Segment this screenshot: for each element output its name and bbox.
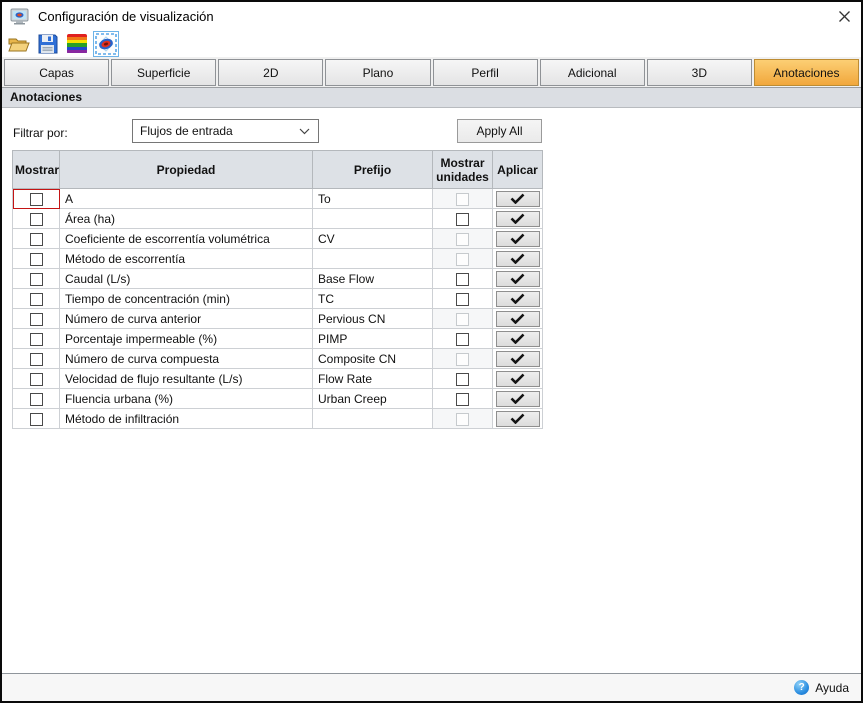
unidades-checkbox[interactable] [456, 373, 469, 386]
aplicar-cell [493, 409, 543, 429]
theme-map-button[interactable] [94, 32, 118, 56]
check-icon [510, 293, 525, 304]
unidades-checkbox [456, 413, 469, 426]
table-row [13, 309, 543, 329]
open-folder-button[interactable] [7, 32, 31, 56]
table-header-row [13, 151, 543, 189]
tab-bar [2, 57, 861, 88]
propiedad-cell: Número de curva anterior [60, 309, 313, 329]
aplicar-cell [493, 329, 543, 349]
check-icon [510, 373, 525, 384]
tab-label: Adicional [567, 65, 617, 80]
tab-label: Perfil [471, 65, 499, 80]
mostrar-cell [13, 209, 60, 229]
color-legend-icon [67, 34, 87, 54]
apply-row-button[interactable] [496, 311, 540, 327]
unidades-cell [433, 389, 493, 409]
header-prefijo: Prefijo [313, 151, 433, 189]
table-row [13, 369, 543, 389]
propiedad-cell: Porcentaje impermeable (%) [60, 329, 313, 349]
apply-row-button[interactable] [496, 231, 540, 247]
help-icon: ? [794, 680, 809, 695]
aplicar-cell [493, 189, 543, 209]
check-icon [510, 253, 525, 264]
save-button[interactable] [36, 32, 60, 56]
tab-label: Plano [362, 65, 394, 80]
prefijo-cell: TC [313, 289, 433, 309]
apply-row-button[interactable] [496, 191, 540, 207]
tab-2d[interactable] [218, 59, 323, 86]
unidades-cell [433, 409, 493, 429]
unidades-checkbox[interactable] [456, 213, 469, 226]
unidades-cell [433, 189, 493, 209]
mostrar-cell [13, 389, 60, 409]
app-monitor-icon [10, 8, 29, 25]
apply-row-button[interactable] [496, 411, 540, 427]
check-icon [510, 193, 525, 204]
close-icon [838, 10, 851, 23]
filter-label: Filtrar por: [13, 126, 68, 140]
unidades-cell [433, 349, 493, 369]
tab-3d[interactable] [647, 59, 752, 86]
aplicar-cell [493, 289, 543, 309]
apply-row-button[interactable] [496, 251, 540, 267]
unidades-checkbox [456, 193, 469, 206]
mostrar-checkbox[interactable] [30, 233, 43, 246]
prefijo-cell [313, 249, 433, 269]
table-row [13, 189, 543, 209]
color-legend-button[interactable] [65, 32, 89, 56]
apply-row-button[interactable] [496, 351, 540, 367]
footer-bar [2, 674, 861, 701]
open-folder-icon [8, 35, 30, 53]
propiedad-cell: Fluencia urbana (%) [60, 389, 313, 409]
apply-row-button[interactable] [496, 291, 540, 307]
propiedad-cell: Método de escorrentía [60, 249, 313, 269]
apply-all-label: Apply All [476, 124, 523, 138]
prefijo-cell [313, 209, 433, 229]
check-icon [510, 393, 525, 404]
unidades-checkbox[interactable] [456, 333, 469, 346]
unidades-checkbox [456, 353, 469, 366]
window-title: Configuración de visualización [38, 8, 214, 24]
theme-map-icon [95, 33, 117, 55]
aplicar-cell [493, 369, 543, 389]
mostrar-cell [13, 349, 60, 369]
mostrar-checkbox[interactable] [30, 333, 43, 346]
table-body [13, 189, 543, 429]
mostrar-checkbox[interactable] [30, 413, 43, 426]
tab-label: Anotaciones [773, 65, 840, 80]
mostrar-checkbox[interactable] [30, 193, 43, 206]
save-icon [38, 34, 58, 54]
prefijo-cell: Urban Creep [313, 389, 433, 409]
table-row [13, 289, 543, 309]
aplicar-cell [493, 389, 543, 409]
aplicar-cell [493, 229, 543, 249]
table-row [13, 229, 543, 249]
tab-label: Superficie [137, 65, 191, 80]
check-icon [510, 313, 525, 324]
mostrar-cell [13, 269, 60, 289]
chevron-down-icon [299, 128, 310, 135]
section-header: Anotaciones [2, 88, 861, 108]
mostrar-cell [13, 229, 60, 249]
check-icon [510, 213, 525, 224]
propiedad-cell: Método de infiltración [60, 409, 313, 429]
prefijo-cell [313, 409, 433, 429]
tab-capas[interactable] [4, 59, 109, 86]
header-mostrar: Mostrar [13, 151, 60, 189]
prefijo-cell: To [313, 189, 433, 209]
tab-plano[interactable] [325, 59, 430, 86]
aplicar-cell [493, 349, 543, 369]
mostrar-checkbox[interactable] [30, 353, 43, 366]
propiedad-cell: Coeficiente de escorrentía volumétrica [60, 229, 313, 249]
filter-selected-option: Flujos de entrada [140, 124, 233, 138]
table-row [13, 209, 543, 229]
mostrar-cell [13, 289, 60, 309]
mostrar-checkbox[interactable] [30, 313, 43, 326]
tab-adicional[interactable] [540, 59, 645, 86]
unidades-cell [433, 229, 493, 249]
unidades-cell [433, 209, 493, 229]
unidades-checkbox [456, 233, 469, 246]
check-icon [510, 233, 525, 244]
propiedad-cell: Tiempo de concentración (min) [60, 289, 313, 309]
tab-label: Capas [39, 65, 74, 80]
unidades-cell [433, 309, 493, 329]
mostrar-checkbox[interactable] [30, 273, 43, 286]
mostrar-cell [13, 369, 60, 389]
header-unidades: Mostrar unidades [433, 151, 493, 189]
prefijo-cell: Pervious CN [313, 309, 433, 329]
mostrar-checkbox[interactable] [30, 393, 43, 406]
check-icon [510, 413, 525, 424]
check-icon [510, 333, 525, 344]
table-row [13, 389, 543, 409]
annotations-table [12, 150, 543, 429]
prefijo-cell: Composite CN [313, 349, 433, 369]
apply-row-button[interactable] [496, 271, 540, 287]
mostrar-cell [13, 309, 60, 329]
unidades-checkbox[interactable] [456, 393, 469, 406]
apply-row-button[interactable] [496, 391, 540, 407]
table-row [13, 269, 543, 289]
prefijo-cell: CV [313, 229, 433, 249]
unidades-checkbox [456, 313, 469, 326]
apply-row-button[interactable] [496, 371, 540, 387]
propiedad-cell: Velocidad de flujo resultante (L/s) [60, 369, 313, 389]
propiedad-cell: A [60, 189, 313, 209]
aplicar-cell [493, 209, 543, 229]
help-link[interactable]: Ayuda [815, 680, 849, 695]
check-icon [510, 353, 525, 364]
header-aplicar: Aplicar [493, 151, 543, 189]
prefijo-cell: Base Flow [313, 269, 433, 289]
filter-dropdown[interactable] [132, 119, 319, 143]
tab-superficie[interactable] [111, 59, 216, 86]
mostrar-cell [13, 189, 60, 209]
unidades-cell [433, 269, 493, 289]
aplicar-cell [493, 269, 543, 289]
propiedad-cell: Área (ha) [60, 209, 313, 229]
close-button[interactable] [827, 2, 861, 30]
tab-label: 3D [691, 65, 707, 80]
unidades-checkbox [456, 253, 469, 266]
tab-label: 2D [263, 65, 279, 80]
propiedad-cell: Caudal (L/s) [60, 269, 313, 289]
table-row [13, 409, 543, 429]
unidades-cell [433, 289, 493, 309]
unidades-checkbox[interactable] [456, 273, 469, 286]
unidades-cell [433, 329, 493, 349]
propiedad-cell: Número de curva compuesta [60, 349, 313, 369]
check-icon [510, 273, 525, 284]
unidades-checkbox[interactable] [456, 293, 469, 306]
aplicar-cell [493, 309, 543, 329]
mostrar-checkbox[interactable] [30, 293, 43, 306]
apply-row-button[interactable] [496, 331, 540, 347]
prefijo-cell: PIMP [313, 329, 433, 349]
mostrar-cell [13, 329, 60, 349]
content-panel [2, 108, 861, 674]
mostrar-checkbox[interactable] [30, 253, 43, 266]
mostrar-cell [13, 409, 60, 429]
unidades-cell [433, 369, 493, 389]
table-row [13, 349, 543, 369]
tab-anotaciones[interactable] [754, 59, 859, 86]
title-bar [2, 2, 861, 30]
header-propiedad: Propiedad [60, 151, 313, 189]
mostrar-cell [13, 249, 60, 269]
mostrar-checkbox[interactable] [30, 373, 43, 386]
apply-all-button[interactable] [457, 119, 542, 143]
aplicar-cell [493, 249, 543, 269]
table-row [13, 249, 543, 269]
unidades-cell [433, 249, 493, 269]
toolbar [2, 30, 861, 57]
apply-row-button[interactable] [496, 211, 540, 227]
table-row [13, 329, 543, 349]
prefijo-cell: Flow Rate [313, 369, 433, 389]
tab-perfil[interactable] [433, 59, 538, 86]
mostrar-checkbox[interactable] [30, 213, 43, 226]
